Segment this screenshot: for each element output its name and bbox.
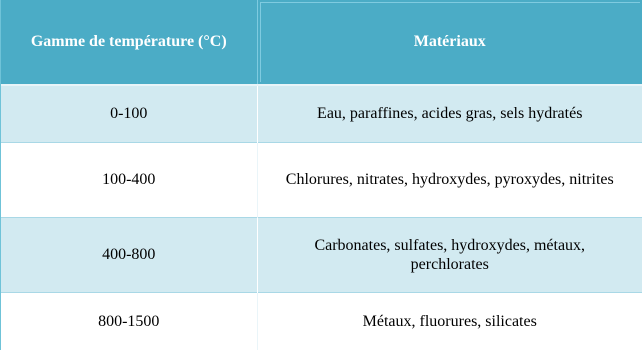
header-temperature-range: Gamme de température (°C)	[1, 0, 257, 85]
temperature-range-cell: 800-1500	[1, 292, 257, 350]
materials-cell: Métaux, fluorures, silicates	[257, 292, 642, 350]
header-materials-label: Matériaux	[413, 33, 486, 50]
temperature-materials-table	[1, 0, 642, 350]
table-row	[1, 85, 642, 142]
table-body	[1, 85, 642, 350]
table-row	[1, 292, 642, 350]
header-row	[1, 0, 642, 85]
materials-cell: Chlorures, nitrates, hydroxydes, pyroxydes, nitrites	[257, 142, 642, 217]
temperature-range-cell: 0-100	[1, 85, 257, 142]
table-header	[1, 0, 642, 85]
table-row	[1, 142, 642, 217]
materials-cell: Eau, paraffines, acides gras, sels hydratés	[257, 85, 642, 142]
temperature-range-cell: 100-400	[1, 142, 257, 217]
temperature-range-cell: 400-800	[1, 217, 257, 292]
table-row	[1, 217, 642, 292]
materials-cell: Carbonates, sulfates, hydroxydes, métaux, perchlorates	[257, 217, 642, 292]
header-materials	[257, 0, 642, 85]
